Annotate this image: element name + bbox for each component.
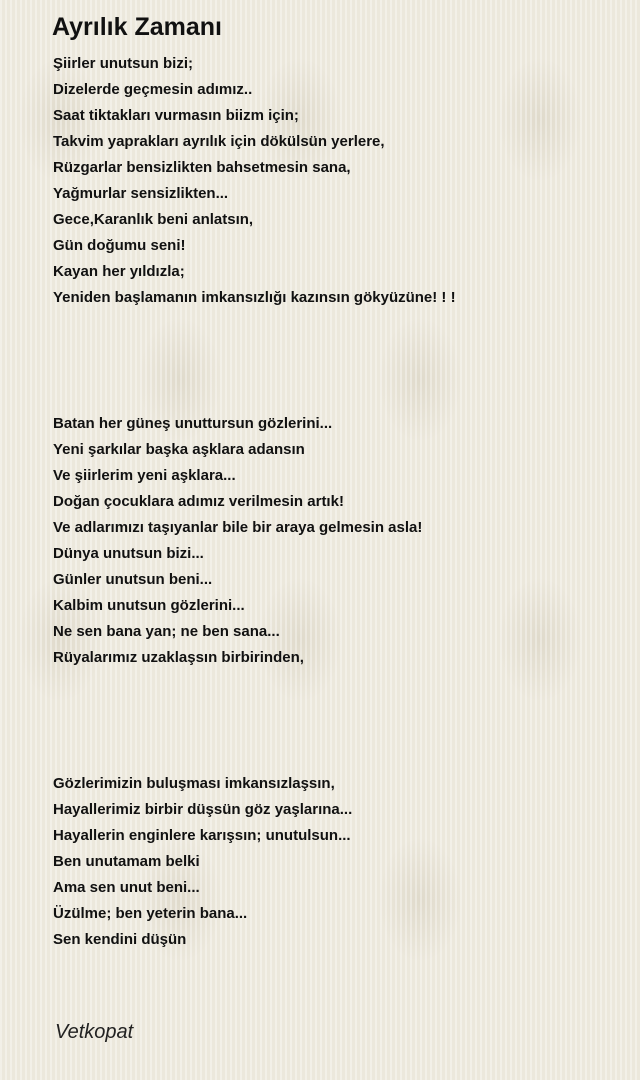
poem-line: Rüyalarımız uzaklaşsın birbirinden,: [53, 649, 304, 666]
poem-line: Gözlerimizin buluşması imkansızlaşsın,: [53, 775, 335, 792]
poem-line: Takvim yaprakları ayrılık için dökülsün yerlere,: [53, 133, 385, 150]
poem-title: Ayrılık Zamanı: [52, 13, 222, 41]
poem-line: Üzülme; ben yeterin bana...: [53, 905, 248, 922]
poem-line: Ve adlarımızı taşıyanlar bile bir araya gelmesin asla!: [53, 519, 423, 536]
poem-line: Ama sen unut beni...: [53, 879, 200, 896]
poem-line: Yeniden başlamanın imkansızlığı kazınsın gökyüzüne! ! !: [53, 289, 456, 306]
poem-line: Rüzgarlar bensizlikten bahsetmesin sana,: [53, 159, 351, 176]
poem-line: Sen kendini düşün: [53, 931, 187, 948]
poem-line: Kayan her yıldızla;: [53, 263, 185, 280]
poem-author: Vetkopat: [55, 1021, 134, 1043]
stanza-2: [53, 411, 422, 671]
poem-line: Batan her güneş unuttursun gözlerini...: [53, 415, 333, 432]
poem-line: Kalbim unutsun gözlerini...: [53, 597, 245, 614]
poem-line: Ben unutamam belki: [53, 853, 200, 870]
poem-line: Günler unutsun beni...: [53, 571, 213, 588]
stanza-3: [53, 771, 352, 953]
poem-line: Saat tiktakları vurmasın biizm için;: [53, 107, 299, 124]
stanza-1: [53, 51, 456, 311]
poem-line: Yağmurlar sensizlikten...: [53, 185, 229, 202]
poem-line: Ve şiirlerim yeni aşklara...: [53, 467, 236, 484]
poem-line: Ne sen bana yan; ne ben sana...: [53, 623, 280, 640]
poem-line: Gece,Karanlık beni anlatsın,: [53, 211, 254, 228]
poem-line: Hayallerimiz birbir düşsün göz yaşlarına...: [53, 801, 353, 818]
poem-line: Doğan çocuklara adımız verilmesin artık!: [53, 493, 344, 510]
poem-line: Dünya unutsun bizi...: [53, 545, 204, 562]
poem-line: Hayallerin enginlere karışsın; unutulsun...: [53, 827, 351, 844]
poem-line: Gün doğumu seni!: [53, 237, 186, 254]
poem-line: Şiirler unutsun bizi;: [53, 55, 194, 72]
poem-line: Dizelerde geçmesin adımız..: [53, 81, 253, 98]
poem-line: Yeni şarkılar başka aşklara adansın: [53, 441, 305, 458]
